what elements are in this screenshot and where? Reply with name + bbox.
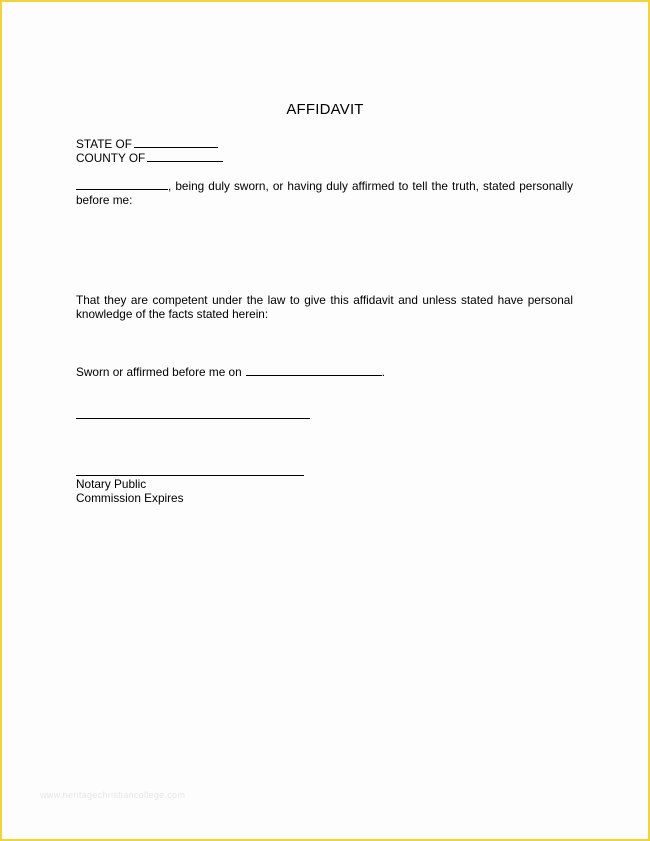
sworn-suffix: . bbox=[381, 365, 385, 379]
affiant-name-blank[interactable] bbox=[76, 178, 168, 190]
state-label: STATE OF bbox=[76, 137, 132, 151]
county-blank[interactable] bbox=[147, 150, 223, 162]
state-blank[interactable] bbox=[134, 136, 218, 148]
notary-signature-line[interactable] bbox=[76, 475, 304, 476]
competence-paragraph: That they are competent under the law to give this affidavit and unless stated have personal knowledge of the facts stated herein: bbox=[76, 293, 573, 321]
sworn-label: Sworn or affirmed before me on bbox=[76, 365, 242, 379]
affiant-signature-line[interactable] bbox=[76, 418, 310, 419]
commission-label: Commission Expires bbox=[76, 491, 184, 505]
state-line bbox=[76, 136, 218, 151]
document-title: AFFIDAVIT bbox=[286, 101, 364, 118]
county-label: COUNTY OF bbox=[76, 151, 146, 165]
intro-paragraph-block bbox=[76, 178, 573, 207]
sworn-line bbox=[76, 364, 385, 379]
notary-label: Notary Public bbox=[76, 477, 147, 491]
sworn-date-blank[interactable] bbox=[246, 364, 382, 376]
county-line bbox=[76, 150, 223, 165]
watermark: www.heritagechristiancollege.com bbox=[40, 790, 186, 800]
document-page bbox=[2, 2, 648, 839]
intro-paragraph: , being duly sworn, or having duly affirmed to tell the truth, stated personally before me: bbox=[76, 179, 573, 207]
